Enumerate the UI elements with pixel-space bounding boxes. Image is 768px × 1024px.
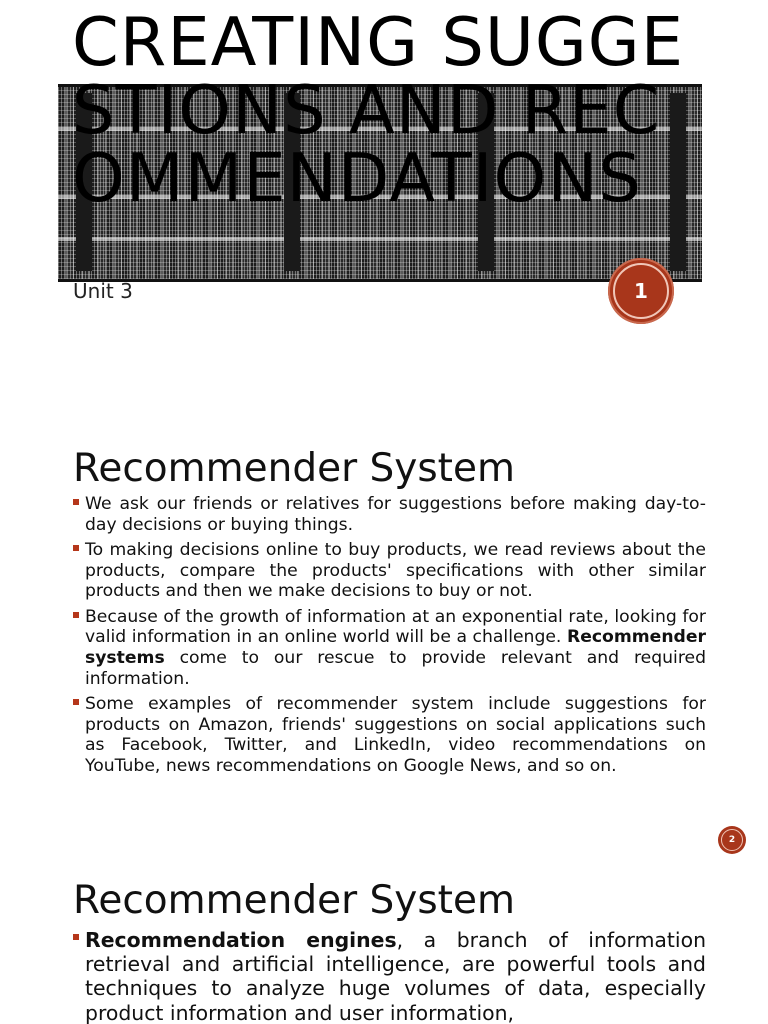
slide-number: 2 (728, 835, 736, 845)
bullet-list (73, 494, 706, 781)
square-bullet-icon (73, 699, 79, 705)
slide-title: CREATING SUGGESTIONS AND RECOMMENDATIONS (72, 3, 685, 217)
slide-number: 1 (634, 279, 648, 303)
slide-title: Recommender System (73, 878, 515, 923)
list-item: Some examples of recommender system include suggestions for products on Amazon, friends' suggestions on social applications such as Facebook, Twitter, and LinkedIn, video recommendations on YouTube, news recommendations on Google News, and so on. (73, 694, 706, 777)
bullet-list (73, 928, 706, 1024)
square-bullet-icon (73, 612, 79, 618)
slide-number-badge (608, 258, 674, 324)
list-item: To making decisions online to buy products, we read reviews about the products, compare the products' specifications with other similar products and then we make decisions to buy or not. (73, 540, 706, 602)
list-item: Because of the growth of information at an exponential rate, looking for valid information in an online world will be a challenge. Recommender systems come to our rescue to provide relevant and required information. (73, 607, 706, 690)
slide-subtitle: Unit 3 (73, 279, 133, 303)
slide-number-badge (718, 826, 746, 854)
square-bullet-icon (73, 545, 79, 551)
bold-term: Recommendation engines (85, 928, 397, 952)
slide-title: Recommender System (73, 446, 515, 491)
square-bullet-icon (73, 499, 79, 505)
list-item: We ask our friends or relatives for suggestions before making day-to-day decisions or buying things. (73, 494, 706, 535)
list-item: Recommendation engines, a branch of information retrieval and artificial intelligence, are powerful tools and techniques to analyze huge volumes of data, especially product information and user information, (73, 928, 706, 1024)
title-slide (0, 0, 768, 420)
content-slide (0, 420, 768, 860)
bold-term: Recommender systems (85, 627, 706, 668)
square-bullet-icon (73, 934, 79, 940)
content-slide (0, 860, 768, 1024)
